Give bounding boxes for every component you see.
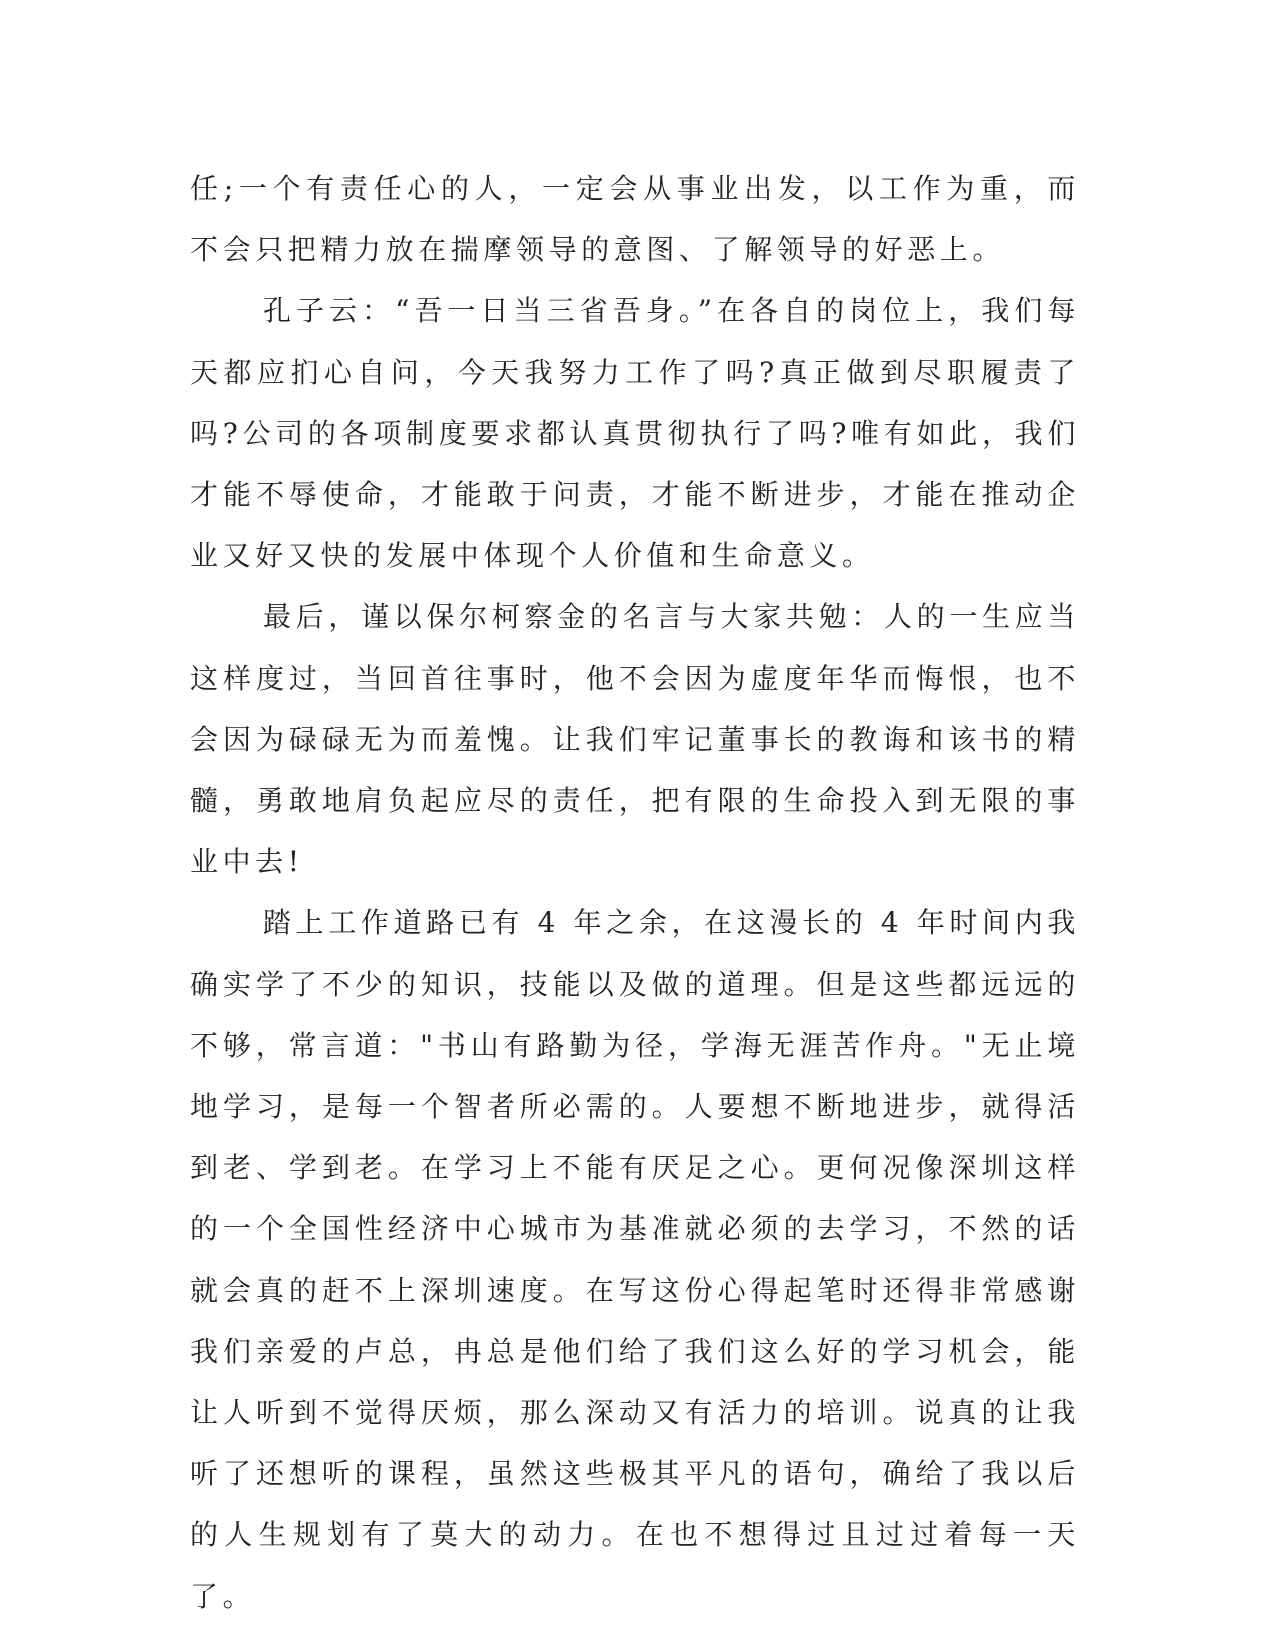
- paragraph-conclusion: 最后，谨以保尔柯察金的名言与大家共勉：人的一生应当这样度过，当回首往事时，他不会因为虚度年华而悔恨，也不会因为碌碌无为而羞愧。让我们牢记董事长的教诲和该书的精髓，勇敢地肩负起应尽的责任，把有限的生命投入到无限的事业中去!: [190, 600, 1080, 879]
- paragraph-continuation: 任;一个有责任心的人，一定会从事业出发，以工作为重，而不会只把精力放在揣摩领导的意图、了解领导的好恶上。: [190, 172, 1080, 267]
- paragraph-confucius: 孔子云：“吾一日当三省吾身。”在各自的岗位上，我们每天都应扪心自问，今天我努力工作了吗?真正做到尽职履责了吗?公司的各项制度要求都认真贯彻执行了吗?唯有如此，我们才能不辱使命，才能敢于问责，才能不断进步，才能在推动企业又好又快的发展中体现个人价值和生命意义。: [190, 294, 1080, 573]
- paragraph-work-experience: 踏上工作道路已有 4 年之余，在这漫长的 4 年时间内我确实学了不少的知识，技能以及做的道理。但是这些都远远的不够，常言道："书山有路勤为径，学海无涯苦作舟。"无止境地学习，是每一个智者所必需的。人要想不断地进步，就得活到老、学到老。在学习上不能有厌足之心。更何况像深圳这样的一个全国性经济中心城市为基准就必须的去学习，不然的话就会真的赶不上深圳速度。在写这份心得起笔时还得非常感谢我们亲爱的卢总，冉总是他们给了我们这么好的学习机会，能让人听到不觉得厌烦，那么深动又有活力的培训。说真的让我听了还想听的课程，虽然这些极其平凡的语句，确给了我以后的人生规划有了莫大的动力。在也不想得过且过过着每一天了。: [190, 906, 1080, 1613]
- document-body: [190, 158, 1080, 1627]
